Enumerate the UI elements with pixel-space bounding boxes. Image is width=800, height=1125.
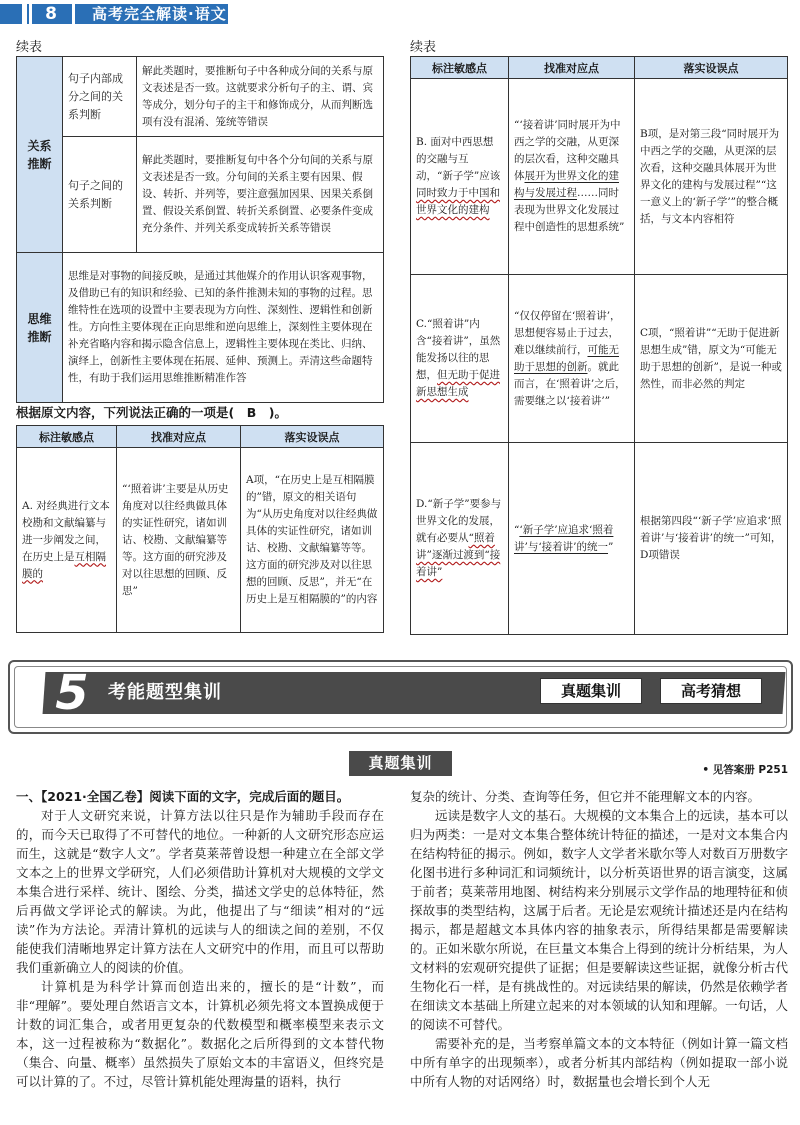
col-header-sensitive: 标注敏感点 xyxy=(411,57,509,79)
col-header-conjecture: 落实设误点 xyxy=(241,426,384,448)
page-number: 8 xyxy=(45,4,57,24)
option-b-sensitive: B. 面对中西思想的交融与互动，“新子学”应该同时致力于中国和世界文化的建构 xyxy=(411,79,509,275)
relation-sub-within: 句子内部成分之间的关系判断 xyxy=(63,57,137,137)
passage-right-column xyxy=(410,787,788,1091)
option-b-corresponding: “‘接着讲’同时展开为中西之学的交融，从更深的层次看，这种交融具体展开为世界文化的建构与发展过程……同时表现为世界文化发展过程中创造性的思想系统” xyxy=(509,79,635,275)
reasoning-table xyxy=(16,56,384,403)
section-thinking-label: 思维推断 xyxy=(17,253,63,403)
banner-number: 5 xyxy=(55,665,89,721)
thinking-desc: 思维是对事物的间接反映，是通过其他媒介的作用认识客观事物，及借助已有的知识和经验、已知的条件推测未知的事物的过程。思维特性在选项的设置中主要表现为方向性、深刻性、逻辑性和创新性。方向性主要体现在正向思维和逆向思维上，深刻性主要体现在补充省略内容和揭示隐含信息上，逻辑性主要体现在类比、归纳、演绎上，创新性主要体现在拓展、延伸、预测上。弄清这些命题特性，有助于我们运用思维推断精准作答 xyxy=(63,253,384,403)
left-table-caption: 续表 xyxy=(16,40,43,55)
option-b-conjecture: B项，是对第三段“同时展开为中西之学的交融，从更深的层次看，这种交融具体展开为世界文化的建构与发展过程”“这一意义上的‘新子学’”的整合概括，与文本内容相符 xyxy=(635,79,788,275)
header-stripe xyxy=(22,4,27,24)
passage-paragraph: 计算机是为科学计算而创造出来的，擅长的是“计数”，而非“理解”。要处理自然语言文本，计算机必须先将文本置换成便于计数的词汇集合，或者用更复杂的代数模型和概率模型来表示文本，这一过程被称为“数据化”。数据化之后所得到的文本替代物（集合、向量、概率）虽然损失了原始文本的丰富语义，但终究是可以计算的了。不过，尽管计算机能处理海量的语料，执行 xyxy=(16,979,384,1089)
right-table-caption: 续表 xyxy=(410,40,437,55)
section-relation-label: 关系推断 xyxy=(17,57,63,253)
section-title: 真题集训 xyxy=(349,751,452,776)
relation-desc-between: 解此类题时，要推断复句中各个分句间的关系与原文表述是否一致。分句间的关系主要有因果、假设、转折、并列等，要注意强加因果、因果关系倒置、假设关系倒置、转折关系倒置、必要条件变成充分条件、并列关系变成转折关系等错误 xyxy=(137,137,384,253)
col-header-sensitive: 标注敏感点 xyxy=(17,426,117,448)
question-prompt: 根据原文内容，下列说法正确的一项是( B )。 xyxy=(16,405,287,420)
relation-desc-within: 解此类题时，要推断句子中各种成分间的关系与原文表述是否一致。这就要求分析句子的主、谓、宾等成分，划分句子的主干和修饰成分，从而判断选项有没有混淆、笼统等错误 xyxy=(137,57,384,137)
tab-exam-guess[interactable]: 高考猜想 xyxy=(660,678,762,704)
option-a-sensitive: A. 对经典进行文本校勘和文献编纂与进一步阐发之间，在历史上是互相隔膜的 xyxy=(17,448,117,633)
banner-title: 考能题型集训 xyxy=(108,682,222,703)
passage-left-column xyxy=(16,787,384,1091)
header-stripe xyxy=(29,4,32,24)
col-header-corresponding: 找准对应点 xyxy=(117,426,241,448)
answer-reference: • 见答案册 P251 xyxy=(702,764,788,776)
option-c-corr-underline: 可能无助于思想的创新 xyxy=(514,343,619,373)
option-d-sensitive: D.“新子学”要参与世界文化的发展，就有必要从“照着讲”逐渐过渡到“接着讲” xyxy=(411,443,509,635)
option-b-marked: 同时致力于中国和世界文化的建构 xyxy=(416,187,500,216)
header-stripe xyxy=(72,4,75,24)
option-a-marked: 互相隔膜的 xyxy=(22,550,106,580)
passage-paragraph: 复杂的统计、分类、查询等任务，但它并不能理解文本的内容。 xyxy=(410,789,761,804)
col-header-corresponding: 找准对应点 xyxy=(509,57,635,79)
tab-real-exam[interactable]: 真题集训 xyxy=(540,678,642,704)
passage-paragraph: 需要补充的是，当考察单篇文本的文本特征（例如计算一篇文档中所有单字的出现频率），或者分析其内部结构（例如提取一部小说中所有人物的对话网络）时，数据量也会增长到个人无 xyxy=(410,1036,788,1089)
option-d-conjecture: 根据第四段“‘新子学’应追求‘照着讲’与‘接着讲’的统一”可知，D项错误 xyxy=(635,443,788,635)
option-d-corresponding: “‘新子学’应追求‘照着讲’与‘接着讲’的统一” xyxy=(509,443,635,635)
col-header-conjecture: 落实设误点 xyxy=(635,57,788,79)
option-a-corresponding: “‘照着讲’主要是从历史角度对以往经典做具体的实证性研究，诸如训诂、校勘、文献编纂等等。这方面的研究涉及对以往思想的回顾、反思” xyxy=(117,448,241,633)
analysis-table-bcd xyxy=(410,56,788,635)
option-c-sensitive: C.“照着讲”内含“接着讲”，虽然能发扬以往的思想，但无助于促进新思想生成 xyxy=(411,275,509,443)
option-a-conjecture: A项，“在历史上是互相隔膜的”错，原文的相关语句为“从历史角度对以往经典做具体的实证性研究，诸如训诂、校勘、文献编纂等等。这方面的研究涉及对以往思想的回顾、反思”，并无“在历史上是互相隔膜的”的内容 xyxy=(241,448,384,633)
passage-paragraph: 对于人文研究来说，计算方法以往只是作为辅助手段而存在的，而今天已取得了不可替代的地位。一种新的人文研究形态应运而生，这就是“数字人文”。学者莫莱蒂曾设想一种建立在全部文学文本之上的世界文学研究，人们必须借助计算机对大规模的文学文本集合进行采样、统计、图绘、分类，描述文学史的总体特征，然后再做文学评论式的解读。为此，他提出了与“细读”相对的“远读”作为方法论。弄清计算机的远读与人的细读之间的差别，不仅能使我们清晰地界定计算方法在人文研究中的作用，而且可以帮助我们重新确立人的阅读的价值。 xyxy=(16,808,384,975)
option-d-marked: “照着讲”逐渐过渡到“接着讲” xyxy=(416,532,501,578)
option-c-corresponding: “仅仅停留在‘照着讲’，思想便容易止于过去，难以继续前行，可能无助于思想的创新。就此而言，在‘照着讲’之后，需要继之以‘接着讲’” xyxy=(509,275,635,443)
option-c-marked: 但无助于促进新思想生成 xyxy=(416,369,500,398)
option-b-corr-underline: 展开为世界文化的建构与发展过程 xyxy=(514,170,619,199)
passage-paragraph: 远读是数字人文的基石。大规模的文本集合上的远读，基本可以归为两类：一是对文本集合整体统计特征的描述，一是对文本集合内在结构特征的揭示。例如，数字人文学者米歇尔等人对数百万册数字化图书进行多种词汇和词频统计，以分析英语世界的语言演变，这属于前者；莫莱蒂用地图、树结构来分别展示文学作品的地理特征和侦探故事的类型结构，这属于后者。无论是宏观统计描述还是内在结构揭示，都是超越文本具体内容的抽象表示，所得结果都是需要解读的。正如米歇尔所说，在巨量文本集合上得到的统计分析结果，为人文材料的宏观研究提供了证据；但是要解读这些证据，就像分析古代生物化石一样，是有挑战性的。对远读结果的解读，仍然是依赖学者在细读文本基础上所建立起来的对本领域的认知和理解。一句话，人的阅读不可替代。 xyxy=(410,808,788,1032)
option-c-conjecture: C项，“照着讲”“无助于促进新思想生成”错，原文为“可能无助于思想的创新”，是说一种或然性，而非必然的判定 xyxy=(635,275,788,443)
option-d-corr-underline: ‘新子学’应追求‘照着讲’与‘接着讲’的统一 xyxy=(514,523,614,553)
analysis-table-a xyxy=(16,425,384,633)
question-heading: 一、【2021·全国乙卷】阅读下面的文字，完成后面的题目。 xyxy=(16,789,350,804)
book-title: 高考完全解读·语文 xyxy=(92,5,227,23)
relation-sub-between: 句子之间的关系判断 xyxy=(63,137,137,253)
